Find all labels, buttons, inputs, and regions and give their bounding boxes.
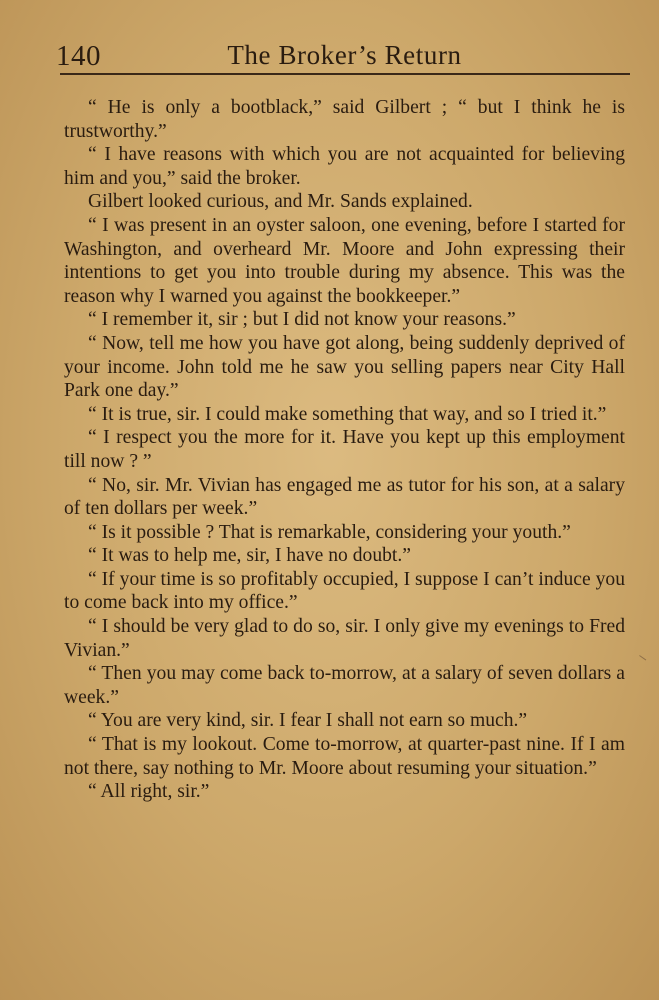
page-header <box>0 38 659 74</box>
page-mark <box>639 649 651 661</box>
paragraph: “ Now, tell me how you have got along, being suddenly deprived of your income. John told me he saw you selling papers near City Hall Park one day.” <box>64 332 625 402</box>
paragraph: “ I remember it, sir ; but I did not know your reasons.” <box>88 309 516 331</box>
paragraph: “ I was present in an oyster saloon, one evening, before I started for Washington, and overheard Mr. Moore and John expressing their intentions to get you into trouble during my absence. This was the reason why I warned you against the bookkeeper.” <box>64 214 625 307</box>
paragraph: Gilbert looked curious, and Mr. Sands explained. <box>88 191 473 213</box>
paragraph: “ You are very kind, sir. I fear I shall not earn so much.” <box>88 710 528 732</box>
running-title: The Broker’s Return <box>227 40 462 70</box>
paragraph: “ No, sir. Mr. Vivian has engaged me as tutor for his son, at a salary of ten dollars per week.” <box>64 474 625 520</box>
paragraph: “ Is it possible ? That is remarkable, considering your youth.” <box>88 521 571 543</box>
page-number: 140 <box>56 40 101 72</box>
paragraph: “ It was to help me, sir, I have no doubt.” <box>88 545 411 567</box>
paragraph: “ I should be very glad to do so, sir. I only give my evenings to Fred Vivian.” <box>64 616 625 661</box>
paragraph: “ If your time is so profitably occupied, I suppose I can’t induce you to come back into my office.” <box>64 568 625 614</box>
paragraph: “ I respect you the more for it. Have you kept up this employment till now ? ” <box>64 427 625 472</box>
paragraph: “ I have reasons with which you are not acquainted for believing him and you,” said the broker. <box>64 144 625 189</box>
paragraph: “ He is only a bootblack,” said Gilbert ; “ but I think he is trustworthy.” <box>64 97 625 142</box>
paragraph: “ That is my lookout. Come to-morrow, at quarter-past nine. If I am not there, say nothing to Mr. Moore about resuming your situation.” <box>64 734 625 779</box>
paragraph: “ It is true, sir. I could make something that way, and so I tried it.” <box>88 403 607 425</box>
paragraph: “ Then you may come back to-morrow, at a salary of seven dollars a week.” <box>64 663 625 708</box>
paragraph: “ All right, sir.” <box>88 781 210 803</box>
header-rule <box>60 73 630 75</box>
body-text <box>64 96 625 804</box>
